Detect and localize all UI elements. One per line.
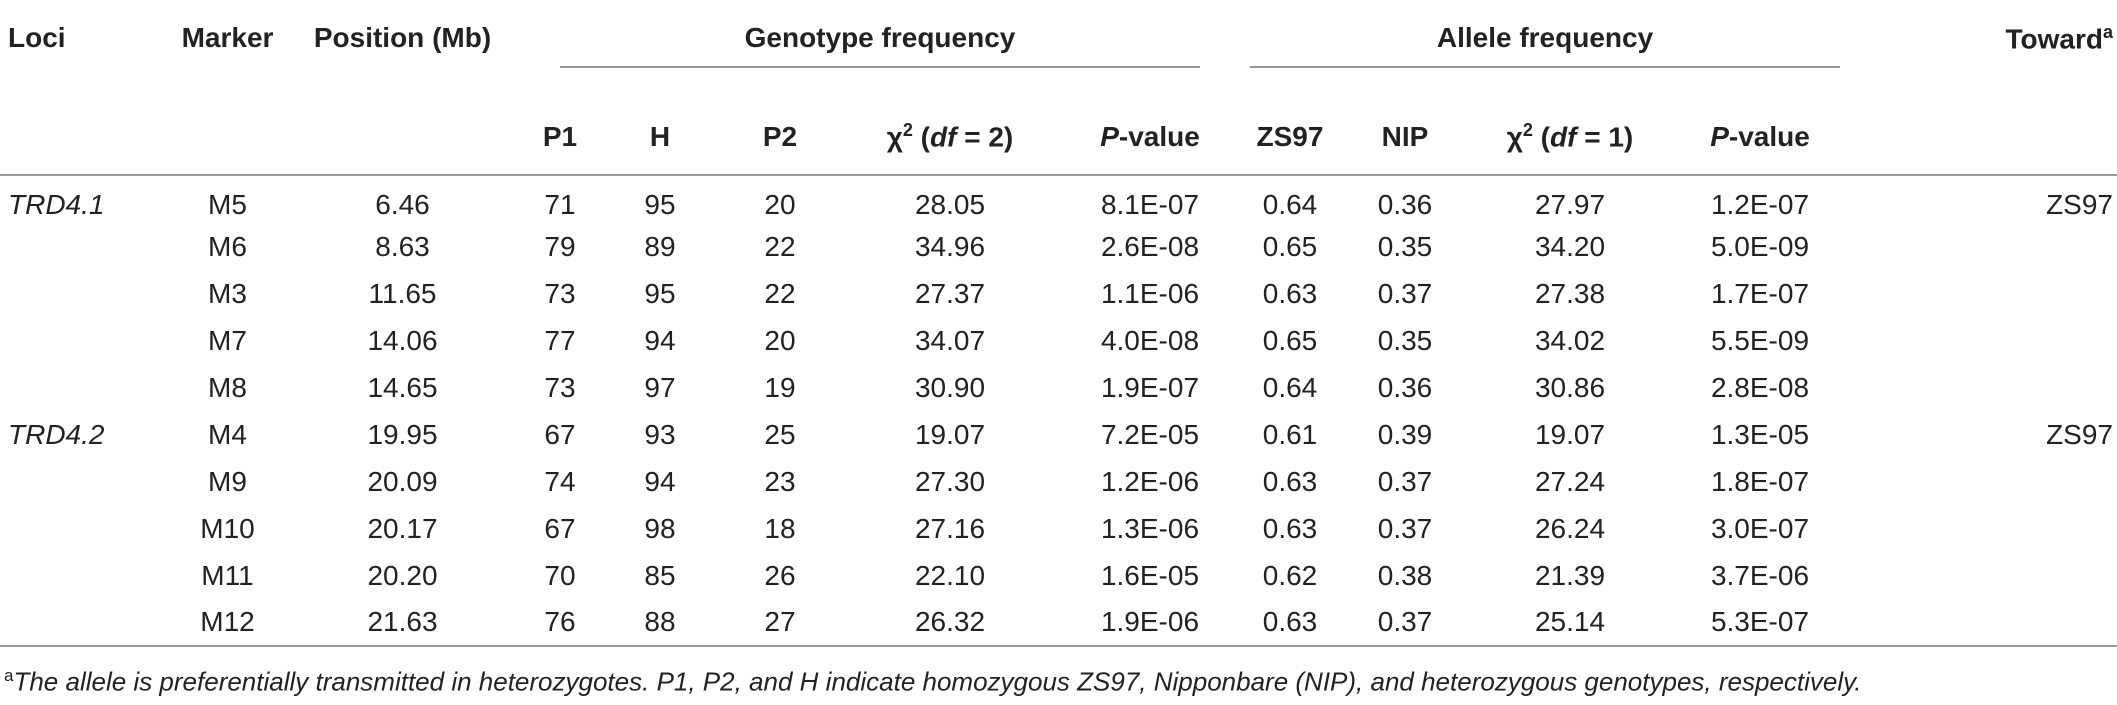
table-body: [0, 176, 2117, 646]
cell-position: 19.95: [367, 418, 438, 450]
cell-loci: [0, 552, 170, 599]
cell-p-geno: 1.2E-06: [1100, 465, 1200, 497]
cell-h: 95: [644, 277, 676, 309]
cell-nip: 0.39: [1377, 418, 1433, 450]
cell-loci: [0, 599, 170, 646]
cell-p-geno: 1.9E-07: [1100, 371, 1200, 403]
cell-zs97: 0.62: [1262, 559, 1318, 591]
cell-zs97: 0.65: [1262, 324, 1318, 356]
cell-p-geno: 2.6E-08: [1100, 230, 1200, 262]
p-letter: P: [1100, 121, 1119, 152]
chi-df-label: (df = 1): [1532, 121, 1634, 153]
table-row: [0, 599, 2117, 646]
cell-p1: 77: [544, 324, 576, 356]
cell-nip: 0.37: [1377, 606, 1433, 637]
toward-sup: a: [2102, 22, 2113, 42]
cell-toward: [1850, 505, 2117, 552]
cell-loci: [0, 270, 170, 317]
cell-chi2-allele: 21.39: [1534, 559, 1606, 591]
cell-chi2-geno: 34.07: [914, 324, 986, 356]
cell-p1: 74: [544, 465, 576, 497]
genotype-group-label: Genotype frequency: [744, 22, 1016, 53]
table-row: [0, 364, 2117, 411]
table-row: [0, 411, 2117, 458]
header-chi2-allele: [1470, 100, 1670, 175]
cell-h: 94: [644, 465, 676, 497]
header-nip: NIP: [1381, 121, 1429, 152]
p-letter: P: [1710, 121, 1729, 152]
cell-marker: M3: [208, 277, 247, 309]
cell-toward: [1850, 364, 2117, 411]
cell-chi2-allele: 34.20: [1534, 230, 1606, 262]
cell-chi2-geno: 27.30: [914, 465, 986, 497]
header-pvalue-genotype: [1060, 100, 1240, 175]
header-pvalue-allele: [1670, 100, 1850, 175]
cell-p-allele: 3.7E-06: [1710, 559, 1810, 591]
cell-zs97: 0.61: [1262, 418, 1318, 450]
header-p1: P1: [542, 121, 578, 152]
cell-p-geno: 7.2E-05: [1100, 418, 1200, 450]
cell-p-allele: 1.2E-07: [1710, 188, 1810, 220]
cell-p-geno: 1.9E-06: [1100, 606, 1200, 637]
header-h: H: [649, 121, 671, 152]
cell-zs97: 0.63: [1262, 512, 1318, 544]
cell-marker: M10: [200, 512, 255, 544]
chi-df-label: (df = 2): [912, 121, 1014, 153]
table-header: [0, 0, 2117, 176]
cell-nip: 0.37: [1377, 277, 1433, 309]
chi-symbol: χ: [1506, 121, 1523, 153]
cell-p2: 26: [764, 559, 796, 591]
cell-p1: 73: [544, 277, 576, 309]
cell-p1: 79: [544, 230, 576, 262]
cell-loci: TRD4.2: [8, 418, 105, 450]
cell-p-allele: 1.3E-05: [1710, 418, 1810, 450]
cell-toward: [1850, 317, 2117, 364]
cell-toward: ZS97: [2046, 418, 2113, 450]
cell-p2: 19: [764, 371, 796, 403]
cell-zs97: 0.64: [1262, 371, 1318, 403]
cell-chi2-geno: 27.37: [914, 277, 986, 309]
cell-marker: M7: [208, 324, 247, 356]
cell-toward: [1850, 599, 2117, 646]
footnote-marker: a: [4, 666, 14, 685]
cell-p1: 67: [544, 512, 576, 544]
cell-marker: M8: [208, 371, 247, 403]
cell-chi2-allele: 27.24: [1534, 465, 1606, 497]
cell-nip: 0.38: [1377, 559, 1433, 591]
table-row: [0, 270, 2117, 317]
header-p2: P2: [762, 121, 798, 152]
cell-nip: 0.36: [1377, 188, 1433, 220]
allele-group-label: Allele frequency: [1436, 22, 1654, 53]
cell-loci: [0, 317, 170, 364]
cell-chi2-allele: 27.38: [1534, 277, 1606, 309]
cell-toward: [1850, 223, 2117, 270]
cell-toward: [1850, 270, 2117, 317]
cell-p-geno: 1.1E-06: [1100, 277, 1200, 309]
cell-chi2-geno: 27.16: [914, 512, 986, 544]
cell-p2: 22: [764, 277, 796, 309]
cell-marker: M12: [200, 606, 255, 637]
cell-p-geno: 8.1E-07: [1100, 188, 1200, 220]
chi-symbol: χ: [886, 121, 903, 153]
cell-chi2-geno: 26.32: [914, 606, 986, 637]
cell-zs97: 0.63: [1262, 606, 1318, 637]
header-genotype-frequency: [520, 0, 1240, 100]
table-row: [0, 223, 2117, 270]
cell-position: 6.46: [375, 188, 430, 220]
header-toward: [1850, 0, 2117, 100]
cell-p2: 18: [764, 512, 796, 544]
cell-p-geno: 1.3E-06: [1100, 512, 1200, 544]
table-footnote: [4, 666, 1861, 698]
cell-h: 88: [644, 606, 676, 637]
cell-p2: 23: [764, 465, 796, 497]
header-chi2-genotype: [840, 100, 1060, 175]
cell-p2: 20: [764, 324, 796, 356]
cell-loci: [0, 458, 170, 505]
cell-marker: M4: [208, 418, 247, 450]
cell-h: 93: [644, 418, 676, 450]
cell-p2: 27: [764, 606, 796, 637]
cell-chi2-allele: 27.97: [1534, 188, 1606, 220]
cell-position: 21.63: [367, 606, 438, 637]
header-zs97: ZS97: [1256, 121, 1324, 152]
cell-toward: ZS97: [2046, 188, 2113, 220]
cell-p-geno: 1.6E-05: [1100, 559, 1200, 591]
cell-position: 20.17: [367, 512, 438, 544]
cell-toward: [1850, 552, 2117, 599]
cell-marker: M11: [201, 559, 254, 591]
cell-loci: [0, 505, 170, 552]
chi-sup: 2: [1522, 120, 1533, 141]
header-loci: Loci: [8, 22, 66, 53]
cell-p2: 20: [764, 188, 796, 220]
cell-marker: M9: [208, 465, 247, 497]
header-allele-frequency: [1240, 0, 1850, 100]
cell-p-geno: 4.0E-08: [1100, 324, 1200, 356]
cell-p2: 22: [764, 230, 796, 262]
cell-h: 85: [644, 559, 676, 591]
cell-loci: [0, 364, 170, 411]
cell-zs97: 0.65: [1262, 230, 1318, 262]
cell-zs97: 0.64: [1262, 188, 1318, 220]
cell-loci: [0, 223, 170, 270]
cell-p-allele: 5.0E-09: [1710, 230, 1810, 262]
cell-p-allele: 5.5E-09: [1710, 324, 1810, 356]
cell-marker: M6: [208, 230, 247, 262]
genotype-group-rule: [560, 66, 1200, 68]
table-row: [0, 552, 2117, 599]
cell-p-allele: 3.0E-07: [1710, 512, 1810, 544]
cell-p1: 67: [544, 418, 576, 450]
cell-position: 11.65: [368, 277, 437, 309]
cell-p1: 76: [544, 606, 576, 637]
cell-nip: 0.35: [1377, 324, 1433, 356]
cell-h: 89: [644, 230, 676, 262]
cell-p-allele: 1.8E-07: [1710, 465, 1810, 497]
cell-p1: 70: [544, 559, 576, 591]
cell-position: 20.09: [367, 465, 438, 497]
cell-chi2-geno: 22.10: [914, 559, 986, 591]
cell-chi2-allele: 26.24: [1534, 512, 1606, 544]
cell-chi2-geno: 19.07: [914, 418, 986, 450]
table-row: [0, 317, 2117, 364]
cell-h: 95: [644, 188, 676, 220]
cell-h: 98: [644, 512, 676, 544]
cell-position: 8.63: [375, 230, 430, 262]
cell-p2: 25: [764, 418, 796, 450]
allele-group-rule: [1250, 66, 1840, 68]
table-row: [0, 505, 2117, 552]
cell-h: 97: [644, 371, 676, 403]
cell-chi2-allele: 19.07: [1534, 418, 1606, 450]
cell-zs97: 0.63: [1262, 277, 1318, 309]
cell-chi2-allele: 25.14: [1534, 606, 1606, 637]
toward-label: Toward: [2005, 23, 2103, 55]
table-row: [0, 176, 2117, 223]
cell-nip: 0.37: [1377, 512, 1433, 544]
cell-position: 14.65: [367, 371, 438, 403]
footnote-text: The allele is preferentially transmitted in heterozygotes. P1, P2, and H indicate homozygous ZS97, Nipponbare (NIP), and heterozygous genotypes, respectively.: [13, 666, 1862, 697]
cell-position: 20.20: [367, 559, 438, 591]
chi-sup: 2: [902, 120, 913, 141]
cell-p-allele: 1.7E-07: [1710, 277, 1810, 309]
cell-h: 94: [644, 324, 676, 356]
header-marker: Marker: [181, 22, 274, 53]
cell-chi2-allele: 34.02: [1534, 324, 1606, 356]
cell-p-allele: 5.3E-07: [1710, 606, 1810, 637]
cell-toward: [1850, 458, 2117, 505]
cell-nip: 0.36: [1377, 371, 1433, 403]
cell-loci: TRD4.1: [8, 188, 105, 220]
cell-marker: M5: [208, 188, 247, 220]
pvalue-rest: -value: [1118, 121, 1200, 152]
cell-p1: 71: [544, 188, 576, 220]
cell-zs97: 0.63: [1262, 465, 1318, 497]
cell-position: 14.06: [367, 324, 438, 356]
cell-p-allele: 2.8E-08: [1710, 371, 1810, 403]
header-position: Position (Mb): [313, 22, 492, 53]
cell-nip: 0.37: [1377, 465, 1433, 497]
cell-chi2-geno: 30.90: [914, 371, 986, 403]
cell-chi2-geno: 28.05: [914, 188, 986, 220]
pvalue-rest: -value: [1728, 121, 1810, 152]
table-row: [0, 458, 2117, 505]
cell-p1: 73: [544, 371, 576, 403]
cell-nip: 0.35: [1377, 230, 1433, 262]
cell-chi2-geno: 34.96: [914, 230, 986, 262]
cell-chi2-allele: 30.86: [1534, 371, 1606, 403]
